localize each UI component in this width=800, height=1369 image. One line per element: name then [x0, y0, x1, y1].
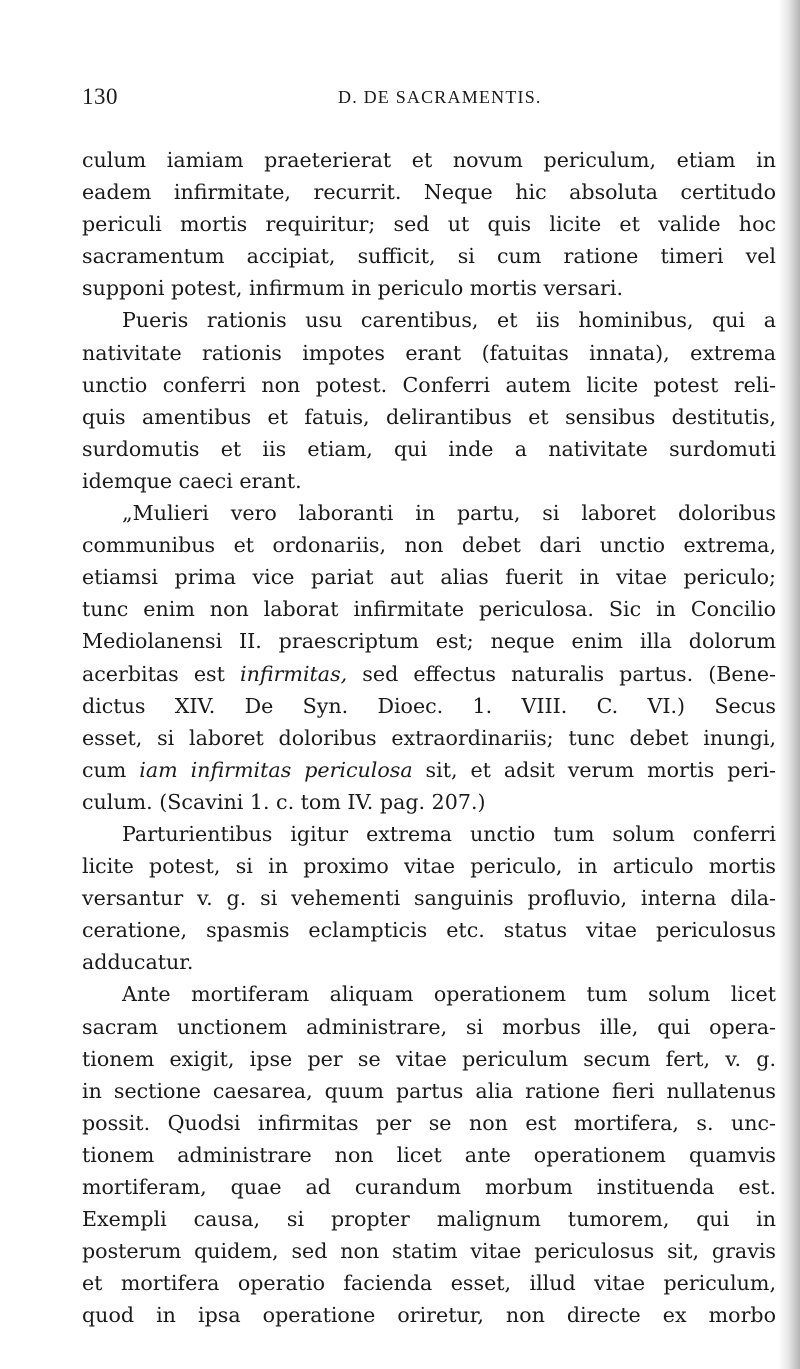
text-line: ceratione, spasmis eclampticis etc. status vitae periculosus — [82, 918, 776, 943]
text-line: Parturientibus igitur extrema unctio tum solum conferri — [122, 821, 776, 846]
text-line: eadem infirmitate, recurrit. Neque hic absoluta certitudo — [82, 180, 776, 205]
page-edge-shadow — [778, 0, 800, 1369]
text-line: adducatur. — [82, 950, 194, 975]
text-line: esset, si laboret doloribus extraordinariis; tunc debet inungi, — [82, 725, 776, 750]
text-line: Ante mortiferam aliquam operationem tum solum licet — [122, 982, 776, 1007]
text-line — [82, 658, 776, 690]
text-line: tionem exigit, ipse per se vitae periculum secum fert, v. g. — [82, 1046, 776, 1071]
text-line: quis amentibus et fatuis, delirantibus et sensibus destitutis, — [82, 404, 776, 429]
text-line: unctio conferri non potest. Conferri autem licite potest reli- — [82, 372, 776, 397]
text-line: tunc enim non laborat infirmitate periculosa. Sic in Concilio — [82, 597, 776, 622]
text-segment: sit, et adsit verum mortis peri- — [412, 757, 776, 782]
text-line: posterum quidem, sed non statim vitae periculosus sit, gravis — [82, 1239, 776, 1264]
text-line: Exempli causa, si propter malignum tumorem, qui in — [82, 1207, 776, 1232]
text-line — [82, 754, 776, 786]
text-line: etiamsi prima vice pariat aut alias fuerit in vitae periculo; — [82, 565, 776, 590]
body-text — [82, 144, 776, 1331]
text-segment: cum — [82, 757, 140, 782]
text-line: versantur v. g. si vehementi sanguinis profluvio, interna dila- — [82, 886, 776, 911]
text-line: culum. (Scavini 1. c. tom IV. pag. 207.) — [82, 789, 486, 814]
running-title: D. DE SACRAMENTIS. — [338, 87, 542, 107]
text-line: tionem administrare non licet ante operationem quamvis — [82, 1142, 776, 1167]
italic-segment: infirmitas, — [239, 661, 348, 686]
text-line: licite potest, si in proximo vitae periculo, in articulo mortis — [82, 854, 776, 879]
italic-segment: iam infirmitas periculosa — [139, 757, 413, 782]
text-line: culum iamiam praeterierat et novum periculum, etiam in — [82, 148, 776, 172]
text-line: in sectione caesarea, quum partus alia ratione fieri nullatenus — [82, 1078, 776, 1103]
text-line: supponi potest, infirmum in periculo mortis versari. — [82, 276, 624, 301]
text-line: idemque caeci erant. — [82, 468, 302, 493]
text-line: et mortifera operatio facienda esset, illud vitae periculum, — [82, 1271, 776, 1296]
text-line: Mediolanensi II. praescriptum est; neque enim illa dolorum — [82, 629, 776, 654]
text-line: possit. Quodsi infirmitas per se non est mortifera, s. unc- — [82, 1110, 776, 1135]
text-line: communibus et ordonariis, non debet dari unctio extrema, — [82, 533, 776, 558]
text-line: „Mulieri vero laboranti in partu, si laboret doloribus — [122, 501, 776, 526]
running-head — [82, 84, 776, 114]
text-line: dictus XIV. De Syn. Dioec. 1. VIII. C. VI.) Secus — [82, 693, 776, 718]
text-line: nativitate rationis impotes erant (fatuitas innata), extrema — [82, 340, 776, 365]
page-number: 130 — [82, 84, 118, 109]
text-line: surdomutis et iis etiam, qui inde a nativitate surdomuti — [82, 436, 776, 461]
text-line: sacram unctionem administrare, si morbus ille, qui opera- — [82, 1014, 776, 1039]
text-line: sacramentum accipiat, sufficit, si cum ratione timeri vel — [82, 244, 776, 269]
text-line: Pueris rationis usu carentibus, et iis hominibus, qui a — [122, 308, 776, 333]
text-line: periculi mortis requiritur; sed ut quis licite et valide hoc — [82, 212, 776, 237]
text-segment: acerbitas est — [82, 661, 240, 686]
text-segment: sed effectus naturalis partus. (Bene- — [347, 661, 776, 686]
text-line: quod in ipsa operatione oriretur, non directe ex morbo — [82, 1303, 776, 1328]
text-line: mortiferam, quae ad curandum morbum instituenda est. — [82, 1175, 776, 1199]
